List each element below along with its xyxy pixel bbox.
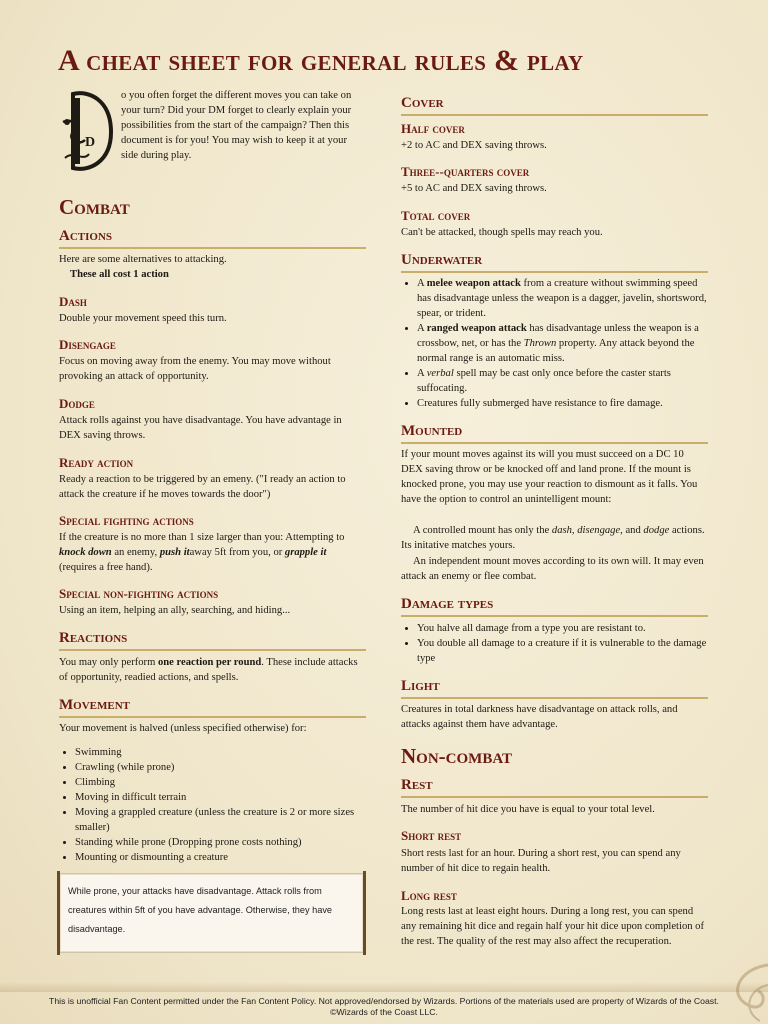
list-item: • A melee weapon attack from a creature without swimming speed has disadvantage unless the weapon is a dagger, javelin, shortsword, spear, or trident. [417, 276, 708, 321]
movement-list [59, 745, 366, 865]
list-item: • Moving a grappled creature (unless the creature is 2 or more sizes smaller) [75, 805, 366, 835]
heading-dodge: Dodge [59, 396, 95, 411]
actions-text: Here are some alternatives to attacking. [59, 254, 227, 265]
half-cover-text: +2 to AC and DEX saving throws. [401, 140, 547, 151]
dash-text: Double your movement speed this turn. [59, 313, 227, 324]
disengage-text: Focus on moving away from the enemy. You may move without provoking an attack of opportunity. [59, 356, 331, 382]
heading-mounted: Mounted [401, 422, 708, 444]
heading-long-rest: Long rest [401, 888, 457, 903]
actions-cost-note: These all cost 1 action [70, 269, 169, 280]
section-combat: Combat [59, 195, 130, 219]
mounted-text-1: If your mount moves against its will you must succeed on a DC 10 DEX saving throw or be knocked off and land prone. If the mount is knocked prone, you may use your reaction to dismount as it falls. You have the option to control an unintelligent mount: [401, 449, 698, 505]
heading-damage-types: Damage types [401, 595, 708, 617]
heading-movement: Movement [59, 696, 366, 718]
list-item: • You double all damage to a creature if it is vulnerable to the damage type [417, 636, 708, 666]
heading-total-cover: Total cover [401, 208, 471, 223]
list-item: • A verbal spell may be cast only once before the caster starts suffocating. [417, 366, 708, 396]
heading-rest: Rest [401, 776, 708, 798]
heading-short-rest: Short rest [401, 828, 462, 843]
dropcap-letter: D [85, 135, 96, 150]
reactions-text: You may only perform one reaction per round. These include attacks of opportunity, readied actions, and spells. [59, 657, 358, 683]
heading-reactions: Reactions [59, 629, 366, 651]
list-item: • A ranged weapon attack has disadvantage unless the weapon is a crossbow, net, or has the Thrown property. Any attack beyond the normal range is an automatic miss. [417, 321, 708, 366]
underwater-list [401, 276, 708, 411]
prone-note-text: While prone, your attacks have disadvantage. Attack rolls from creatures within 5ft of you have advantage. Otherwise, they have disadvantage. [68, 886, 333, 934]
mounted-text-3: An independent mount moves according to its own will. It may even attack an enemy or flee combat. [401, 556, 704, 582]
dropcap-illustration [59, 88, 115, 174]
heading-ready-action: Ready action [59, 455, 134, 470]
prone-note-box [59, 873, 364, 953]
special-non-fighting-text: Using an item, helping an ally, searching, and hiding... [59, 605, 291, 616]
mounted-text-2: A controlled mount has only the dash, disengage, and dodge actions. Its initative matches yours. [401, 525, 705, 551]
total-cover-text: Can't be attacked, though spells may reach you. [401, 227, 603, 238]
list-item: • Moving in difficult terrain [75, 790, 366, 805]
list-item: • Standing while prone (Dropping prone costs nothing) [75, 835, 366, 850]
heading-special-fighting: Special fighting actions [59, 513, 194, 528]
section-non-combat: Non-combat [401, 744, 513, 768]
special-fighting-text: If the creature is no more than 1 size larger than you: Attempting to knock down an enemy, push itaway 5ft from you, or grapple it (requires a free hand). [59, 532, 345, 573]
three-quarters-cover-text: +5 to AC and DEX saving throws. [401, 183, 547, 194]
heading-half-cover: Half cover [401, 121, 465, 136]
list-item: • Creatures fully submerged have resistance to fire damage. [417, 396, 708, 411]
footer-shade [0, 982, 768, 992]
heading-three-quarters-cover: Three--quarters cover [401, 164, 530, 179]
intro-text: o you often forget the different moves you can take on your turn? Did your DM forget to clearly explain your possibilities from the start of the campaign? Then this document is for you! You may wish to keep it at your side during play. [121, 90, 352, 161]
movement-text: Your movement is halved (unless specified otherwise) for: [59, 723, 307, 734]
light-text: Creatures in total darkness have disadvantage on attack rolls, and attacks against them have advantage. [401, 704, 678, 730]
heading-actions: Actions [59, 227, 366, 249]
short-rest-text: Short rests last for an hour. During a short rest, you can spend any number of hit dice to regain health. [401, 848, 681, 874]
heading-underwater: Underwater [401, 251, 708, 273]
list-item: • You halve all damage from a type you are resistant to. [417, 621, 708, 636]
list-item: • Swimming [75, 745, 366, 760]
intro-paragraph [59, 88, 366, 174]
list-item: • Crawling (while prone) [75, 760, 366, 775]
list-item: • Climbing [75, 775, 366, 790]
heading-cover: Cover [401, 94, 708, 116]
ready-action-text: Ready a reaction to be triggered by an emeny. ("I ready an action to attack the creature if he moves towards the door") [59, 474, 346, 500]
heading-disengage: Disengage [59, 337, 116, 352]
list-item: • Mounting or dismounting a creature [75, 850, 366, 865]
damage-list [401, 621, 708, 666]
footer-disclaimer: This is unofficial Fan Content permitted under the Fan Content Policy. Not approved/endorsed by Wizards. Portions of the materials used are property of Wizards of the Coast. ©Wizards of the Coast LLC. [49, 996, 719, 1017]
rest-text: The number of hit dice you have is equal to your total level. [401, 804, 655, 815]
heading-special-non-fighting: Special non-fighting actions [59, 586, 219, 601]
page-title: A cheat sheet for general rules & play [58, 44, 584, 77]
long-rest-text: Long rests last at least eight hours. During a long rest, you can spend any remaining hit dice and regain half your hit dice upon completion of the rest. The quality of the rest may also affect the recuperation. [401, 906, 705, 947]
heading-dash: Dash [59, 294, 87, 309]
heading-light: Light [401, 677, 708, 699]
dodge-text: Attack rolls against you have disadvantage. You have advantage in DEX saving throws. [59, 415, 342, 441]
